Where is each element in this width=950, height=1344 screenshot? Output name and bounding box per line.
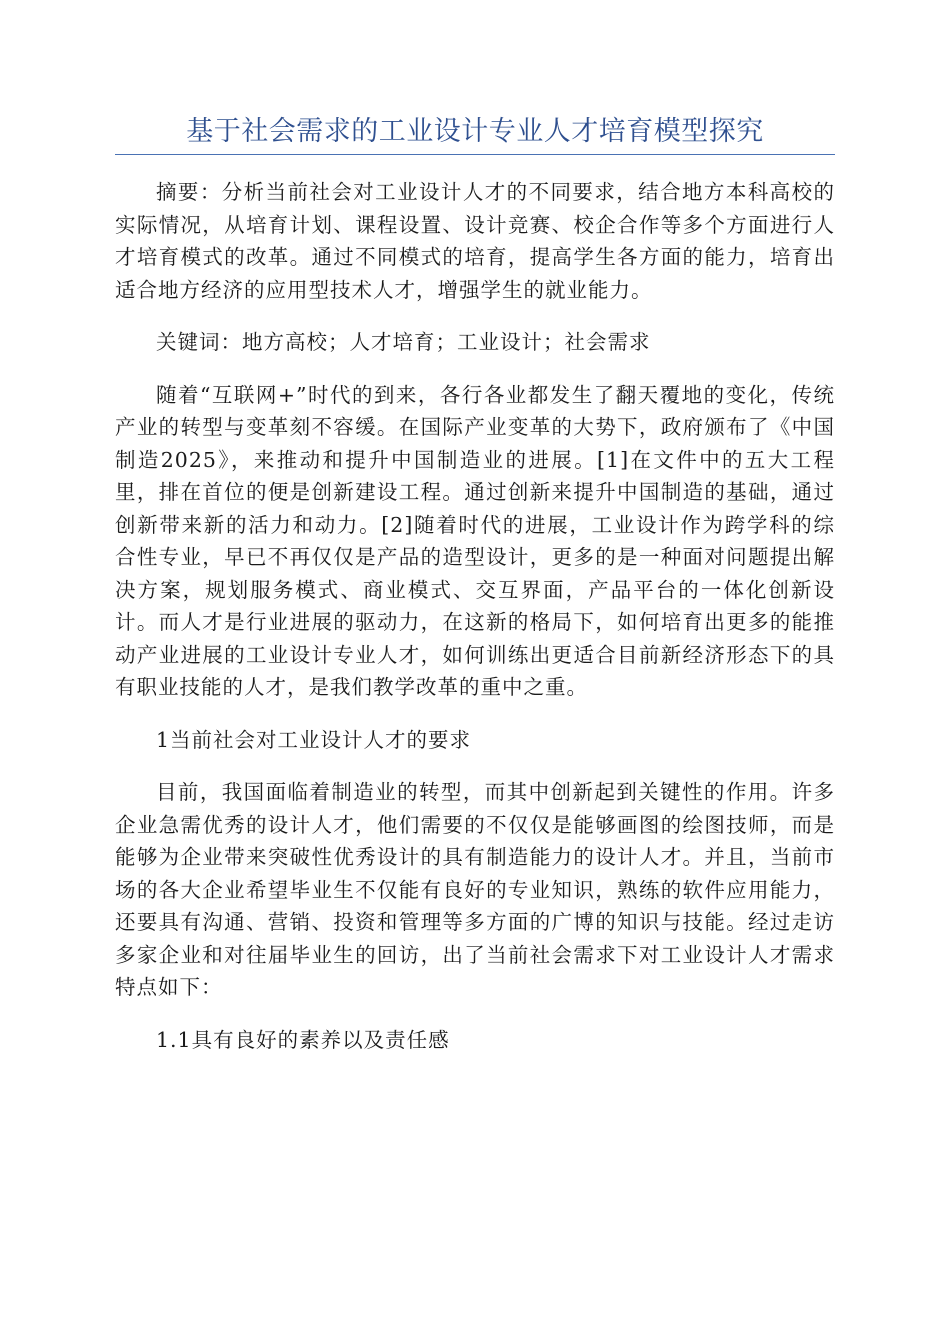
- section-1-1-heading: 1.1具有良好的素养以及责任感: [156, 1027, 450, 1052]
- keywords-paragraph: 关键词：地方高校；人才培育；工业设计；社会需求: [156, 330, 651, 354]
- title-underline: [115, 154, 835, 155]
- abstract-paragraph: 摘要：分析当前社会对工业设计人才的不同要求，结合地方本科高校的实际情况，从培育计划、课程设置、设计竞赛、校企合作等多个方面进行人才培育模式的改革。通过不同模式的培育，提高学生各方面的能力，培育出适合地方经济的应用型技术人才，增强学生的就业能力。: [115, 180, 835, 302]
- document-title: 基于社会需求的工业设计专业人才培育模型探究: [186, 116, 764, 147]
- section-1-paragraph: 目前，我国面临着制造业的转型，而其中创新起到关键性的作用。许多企业急需优秀的设计人才，他们需要的不仅仅是能够画图的绘图技师，而是能够为企业带来突破性优秀设计的具有制造能力的设计人才。并且，当前市场的各大企业希望毕业生不仅能有良好的专业知识，熟练的软件应用能力，还要具有沟通、营销、投资和管理等多方面的广博的知识与技能。经过走访多家企业和对往届毕业生的回访，出了当前社会需求下对工业设计人才需求特点如下：: [115, 780, 835, 999]
- document-body: [115, 176, 835, 1076]
- section-1-heading: 1当前社会对工业设计人才的要求: [156, 727, 472, 752]
- intro-paragraph: 随着“互联网+”时代的到来，各行各业都发生了翻天覆地的变化，传统产业的转型与变革刻不容缓。在国际产业变革的大势下，政府颁布了《中国制造2025》，来推动和提升中国制造业的进展。[1]在文件中的五大工程里，排在首位的便是创新建设工程。通过创新来提升中国制造的基础，通过创新带来新的活力和动力。[2]随着时代的进展，工业设计作为跨学科的综合性专业，早已不再仅仅是产品的造型设计，更多的是一种面对问题提出解决方案，规划服务模式、商业模式、交互界面，产品平台的一体化创新设计。而人才是行业进展的驱动力，在这新的格局下，如何培育出更多的能推动产业进展的工业设计专业人才，如何训练出更适合目前新经济形态下的具有职业技能的人才，是我们教学改革的重中之重。: [115, 382, 835, 699]
